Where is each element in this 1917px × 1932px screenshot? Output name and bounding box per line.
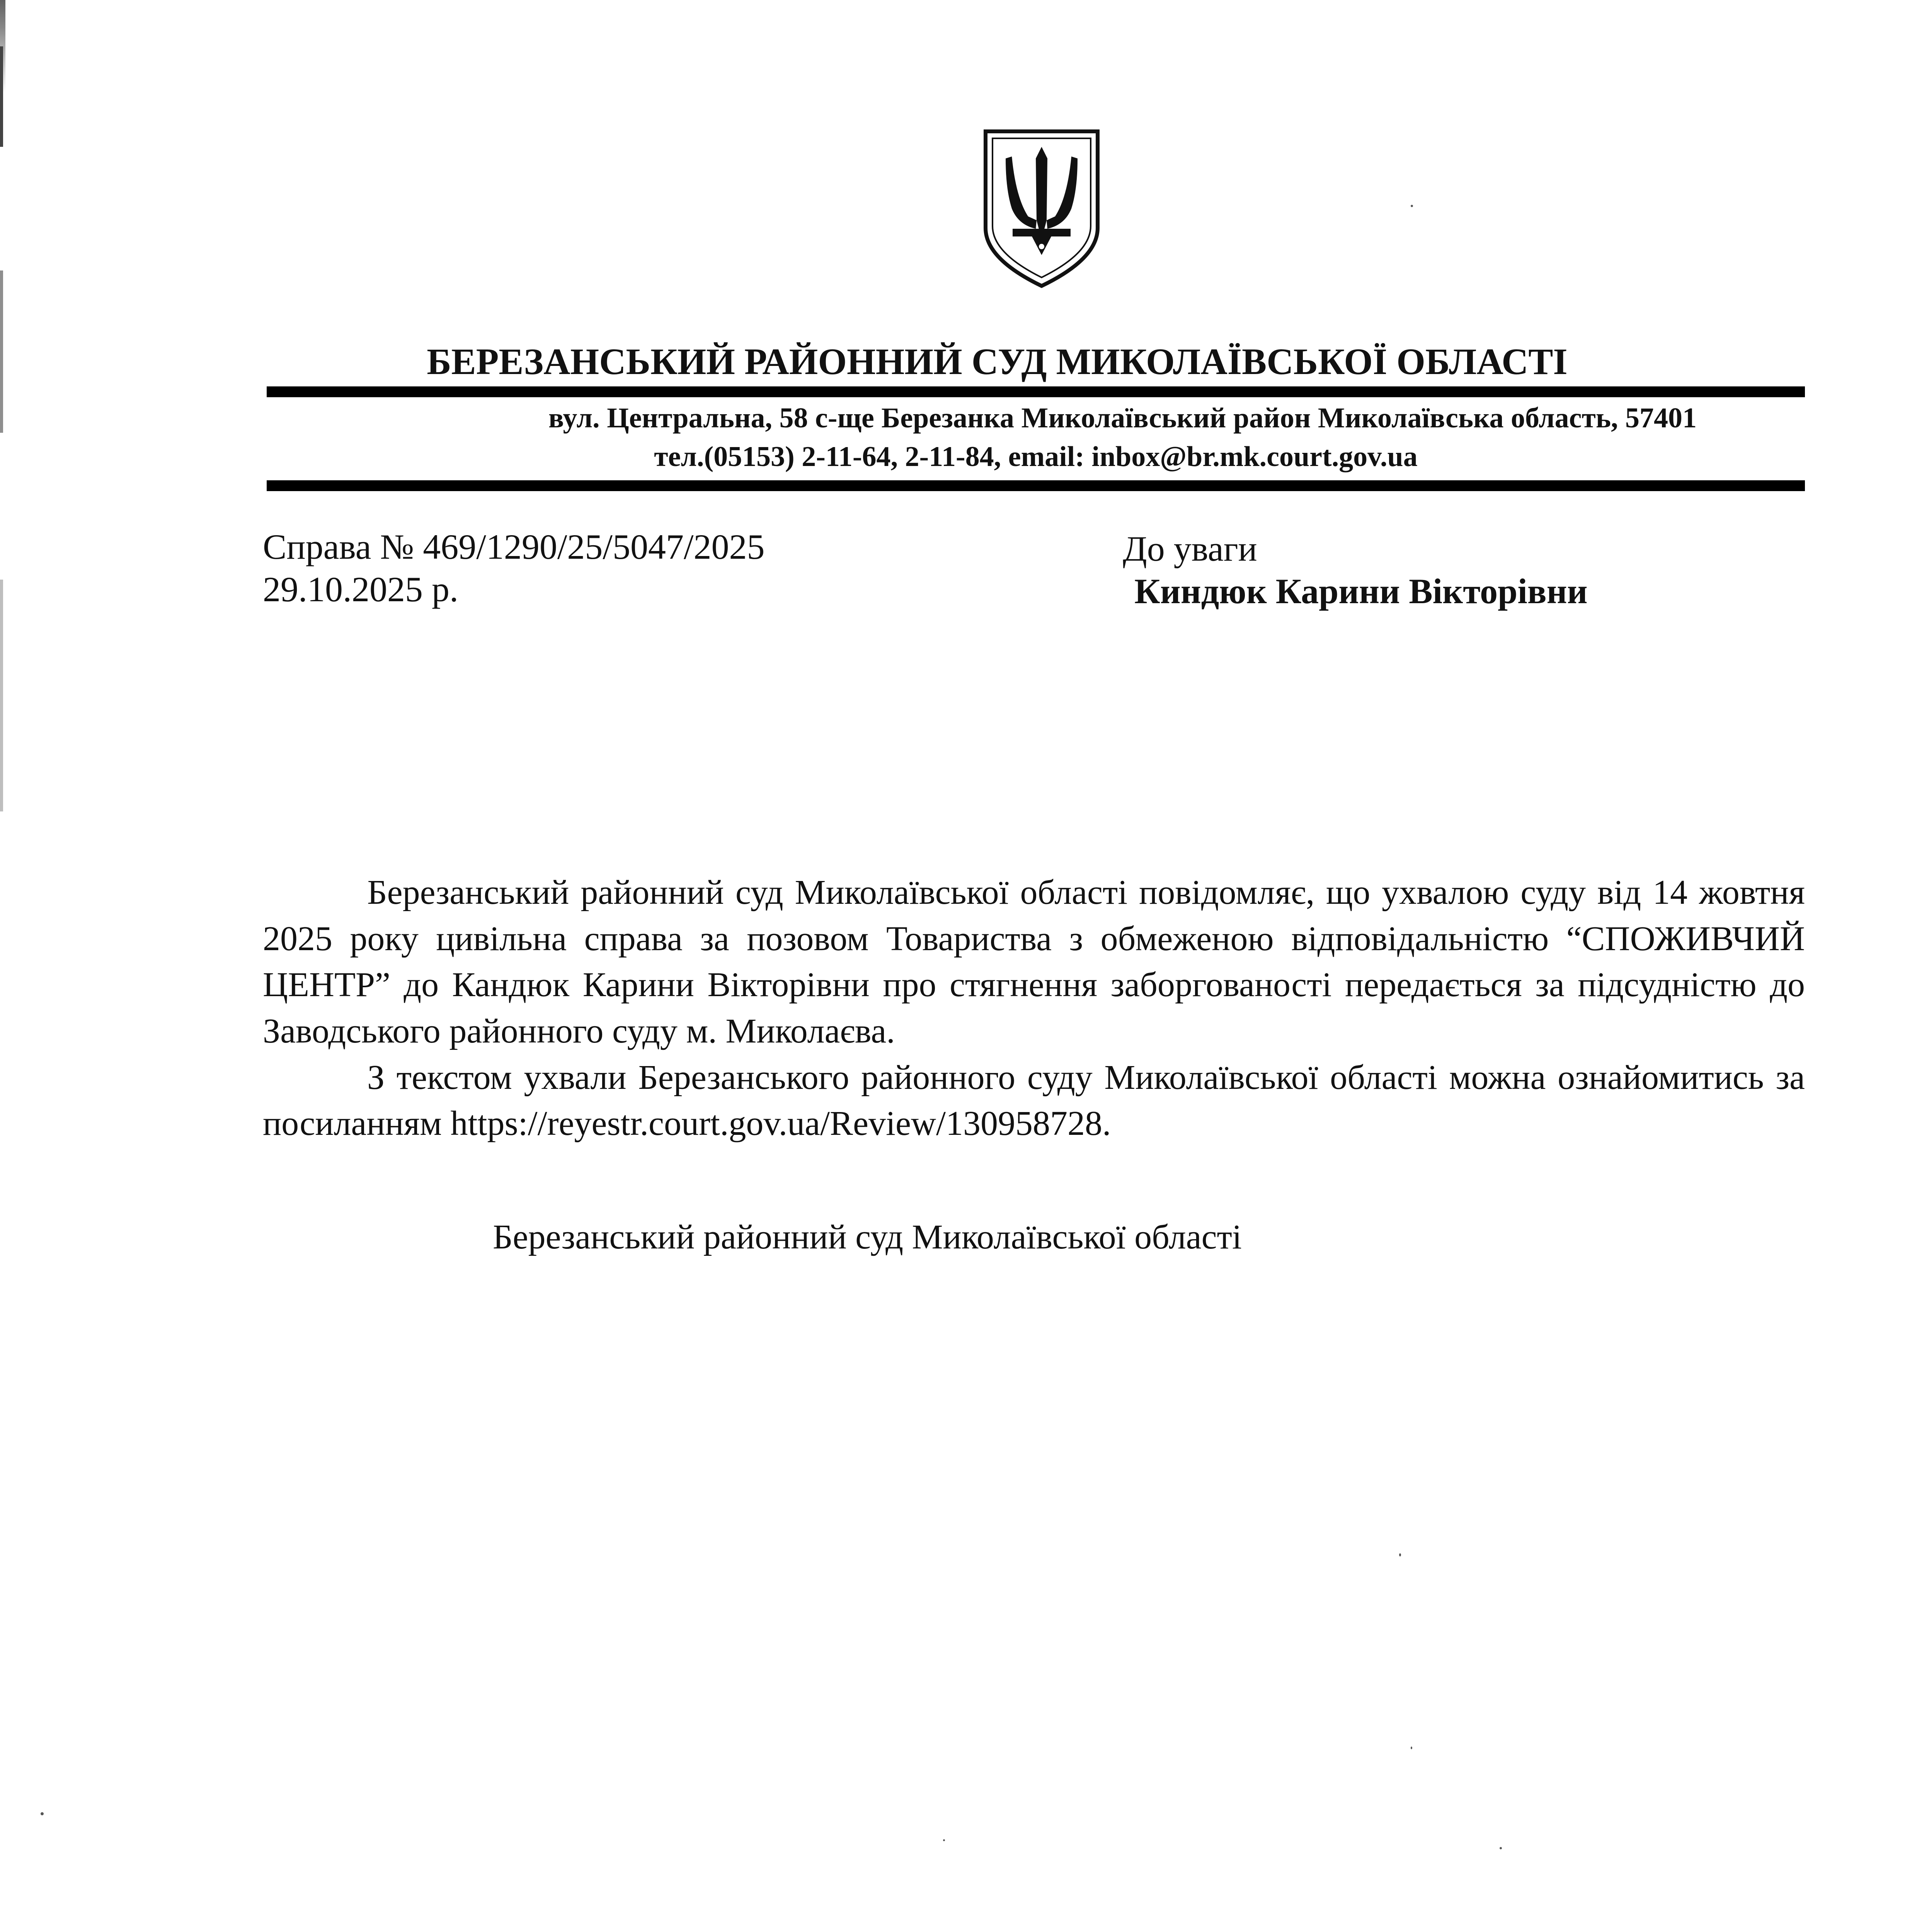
scan-edge-mark bbox=[0, 270, 3, 433]
scan-speck bbox=[1500, 1847, 1502, 1849]
scan-speck bbox=[1411, 205, 1413, 207]
recipient-block bbox=[1123, 527, 1588, 613]
scan-edge-mark bbox=[0, 46, 3, 147]
case-date: 29.10.2025 р. bbox=[263, 570, 458, 609]
scan-speck bbox=[41, 1812, 44, 1815]
scan-speck bbox=[1399, 1553, 1401, 1556]
court-contacts: тел.(05153) 2-11-64, 2-11-84, email: inbox@br.mk.court.gov.ua bbox=[654, 441, 1418, 473]
case-info bbox=[263, 526, 765, 611]
trident-coat-of-arms-icon bbox=[982, 124, 1102, 290]
scan-speck bbox=[943, 1839, 945, 1841]
signature-line: Березанський районний суд Миколаївської області bbox=[493, 1218, 1242, 1256]
recipient-name: Киндюк Карини Вікторівни bbox=[1134, 571, 1588, 611]
recipient-attention: До уваги bbox=[1123, 529, 1257, 568]
letter-body bbox=[263, 869, 1805, 1147]
header-rule-top bbox=[267, 386, 1805, 397]
case-number: Справа № 469/1290/25/5047/2025 bbox=[263, 527, 765, 566]
body-paragraph: З текстом ухвали Березанського районного суду Миколаївської області можна ознайомитись за посиланням https://reyestr.court.gov.ua/Review/130958728. bbox=[263, 1058, 1805, 1143]
court-name-heading: БЕРЕЗАНСЬКИЙ РАЙОННИЙ СУД МИКОЛАЇВСЬКОЇ ОБЛАСТІ bbox=[427, 341, 1568, 382]
scan-speck bbox=[1411, 1747, 1412, 1749]
court-address: вул. Центральна, 58 с-ще Березанка Миколаївський район Миколаївська область, 57401 bbox=[548, 402, 1697, 434]
body-paragraph: Березанський районний суд Миколаївської області повідомляє, що ухвалою суду від 14 жовтня 2025 року цивільна справа за позовом Товариства з обмеженою відповідальністю “СПОЖИВЧИЙ ЦЕНТР” до Кандюк Карини Вікторівни про стягнення заборгованості передається за підсудністю до Заводського районного суду м. Миколаєва. bbox=[263, 873, 1805, 1051]
header-rule-bottom bbox=[267, 480, 1805, 491]
scan-edge-mark bbox=[0, 580, 3, 811]
